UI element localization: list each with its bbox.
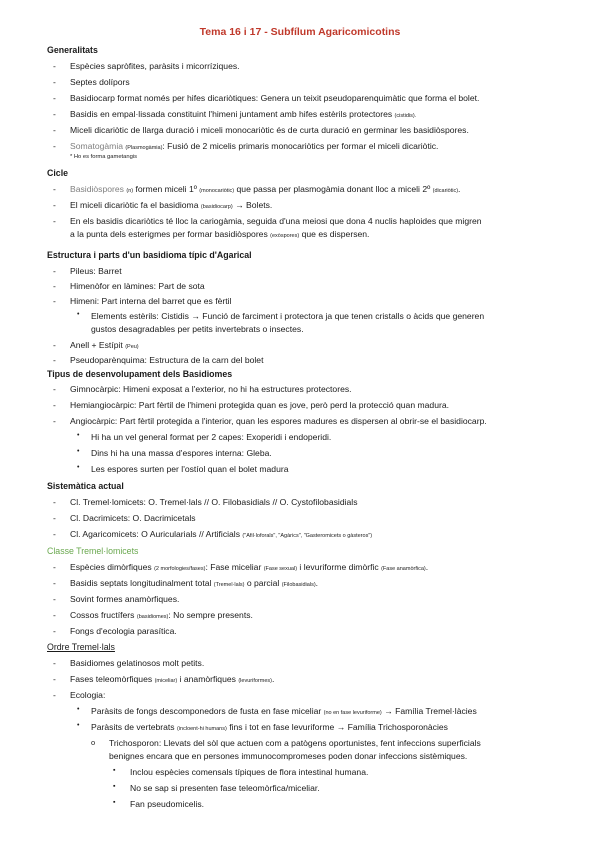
page-title: Tema 16 i 17 - Subfílum Agaricomicotins	[199, 26, 401, 38]
heading-cicle: Cicle	[47, 168, 69, 178]
dot-marker: •	[77, 311, 80, 318]
heading-tipus: Tipus de desenvolupament dels Basidiomes	[47, 369, 233, 379]
document-page: Tema 16 i 17 - Subfílum Agaricomicotins Generalitats - Espècies sapròfites, paràsits i micorríziques. - Septes dolípors - Basidiocarp format només per hifes dicariòtiques: Genera un teixit pseudoparenquimàtic que forma el bolet. - Basidis en empal·lissada constituint l'himeni juntament amb hifes estèrils protectores (cistidis). - Miceli dicariòtic de llarga duració i miceli monocariòtic és de curta duració en germinar les basidiòspores. - Somatogàmia (Plasmogàmia): Fusió de 2 micelis primaris monocariòtics per formar el miceli dicariòtic. * Ho es forma gametangis Cicle - Basidiòspores (n) formen miceli 1º (monocariòtic) que passa per plasmogàmia donant lloc a miceli 2º (dicariòtic). - El miceli dicariòtic fa el basidioma (basidiocarp) → Bolets. - En els basidis dicariòtics té lloc la cariogàmia, seguida d'una meiosi que dona 4 nuclis haploides que migren a la punta dels esterigmes per formar basidiòspores (exòspores) que es dispersen. Estructura i parts d'un basidioma típic d'Agarical - Pileus: Barret - Himenòfor en làmines: Part de sota - Himeni: Part interna del barret que es fèrtil • Elements estèrils: Cistidis → Funció de farciment i protectora ja que tenen cristalls o àcids que generen gustos desagradables per petits invertebrats o insectes. - Anell + Estípit (Peu) - Pseudoparènquima: Estructura de la carn del bolet Tipus de desenvolupament dels Basidiomes - Gimnocàrpic: Himeni exposat a l'exterior, no hi ha estructures protectores. - Hemiangiocàrpic: Part fèrtil de l'himeni protegida quan es jove, però perd la protecció quan madura. - Angiocàrpic: Part fèrtil protegida a l'interior, quan les espores madures es dispersen al obrir-se el basidiocarp. • Hi ha un vel general format per 2 capes: Exoperidi i endoperidi. • Dins hi ha una massa d'espores interna: Gleba. • Les espores surten per l'ostíol quan el bolet madura Sistemàtica actual - Cl. Tremel·lomicets: O. Tremel·lals // O. Filobasidials // O. Cystofilobasidials - Cl. Dacrimicets: O. Dacrimicetals - Cl. Agaricomicets: O Auricularials // Artificials ("Afil·loforals", "Agàrics", "Gasteromicets o gàsteros") Classe Tremel·lomicets - Espècies dimòrfiques (2 morfologies/fases): Fase miceliar (Fase sexual) i levuriforme dimòrfic (Fase anamòrfica). - Basidis septats longitudinalment total (Tremel·lals) o parcial (Filobasidials). - Sovint formes anamòrfiques. - Cossos fructífers (basidiomes): No sempre presents. - Fongs d'ecologia parasítica. Ordre Tremel·lals - Basidiomes gelatinosos molt petits. - Fases teleomòrfiques (miceliar) i anamòrfiques (levuriformes). - Ecologia: • Paràsits de fongs descomponedors de fusta en fase miceliar (no en fase levuriforme) → Família Tremel·làcies • Paràsits de vertebrats (incloent-hi humans) fins i tot en fase levuriforme → Família Trichosporonàcies o Trichosporon: Llevats del sòl que actuen com a patògens oportunistes, fent infeccions superficials benignes encara que en persones immunocompromeses poden donar infeccions sistèmiques. ▪ Inclou espècies comensals típiques de flora intestinal humana. ▪ No se sap si presenten fase teleomòrfica/miceliar. ▪ Fan pseudomicelis.	[0, 0, 600, 848]
heading-estructura: Estructura i parts d'un basidioma típic d'Agarical	[47, 250, 252, 260]
heading-sistematica: Sistemàtica actual	[47, 481, 124, 491]
circle-marker: o	[91, 738, 96, 747]
heading-ordre: Ordre Tremel·lals	[47, 642, 115, 652]
dash-marker: -	[53, 61, 56, 71]
square-marker: ▪	[113, 767, 116, 774]
heading-generalitats: Generalitats	[47, 45, 98, 55]
heading-classe: Classe Tremel·lomicets	[47, 546, 139, 556]
